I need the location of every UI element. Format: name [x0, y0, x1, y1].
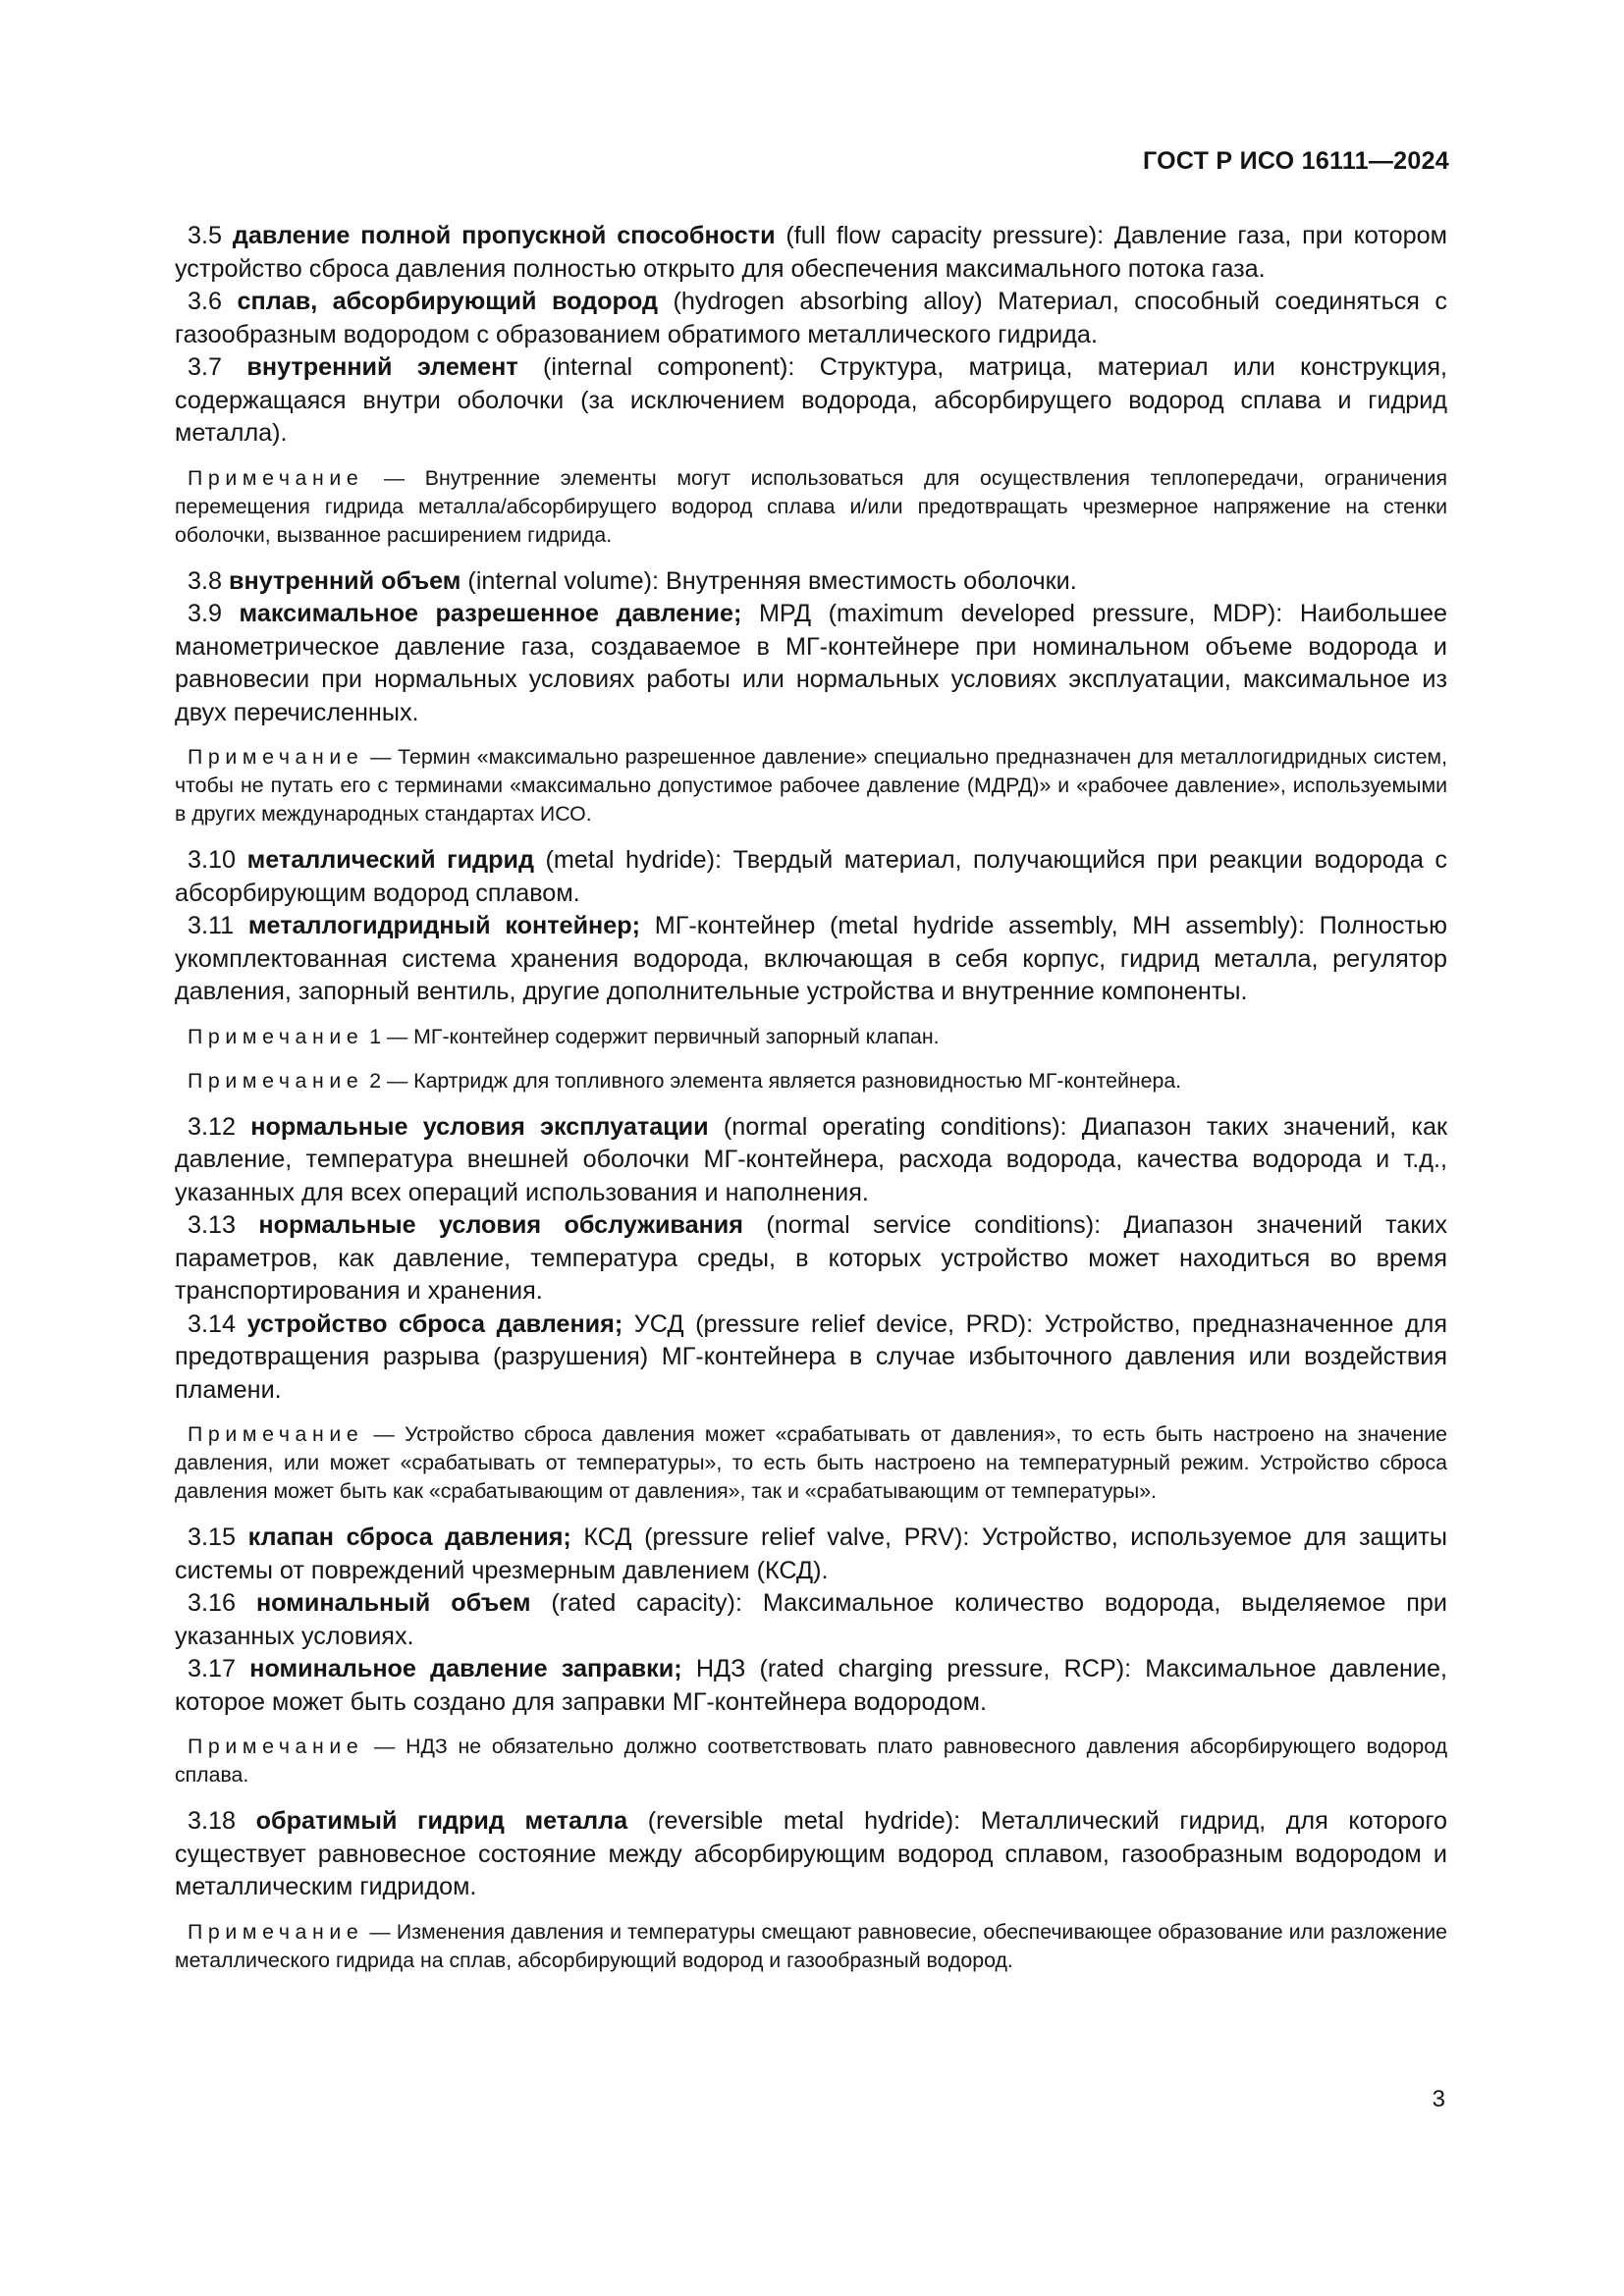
term-number: 3.13 — [188, 1211, 237, 1239]
term-text: (rated capacity): Максимальное количество водорода, выделяемое при указанных условиях. — [175, 1589, 1447, 1650]
term-text: (normal operating conditions): Диапазон таких значений, как давление, температура внешней оболочки МГ-контейнера, расхода водорода, качества водорода и т.д., указанных для всех операций использования и наполнения. — [175, 1112, 1447, 1206]
term-name: номинальный объем — [255, 1589, 531, 1617]
term-text: (reversible metal hydride): Металлический гидрид, для которого существует равновесное состояние между абсорбирующим водород сплавом, газообразным водородом и металлическим гидридом. — [175, 1807, 1448, 1900]
term-name: номинальное давление заправки; — [249, 1655, 682, 1682]
term-definition — [175, 844, 1447, 910]
term-definition — [175, 1111, 1447, 1210]
note-label: Примечание — [188, 1735, 364, 1758]
term-definition — [175, 1653, 1447, 1719]
term-name: максимальное разрешенное давление; — [239, 600, 742, 627]
note-label: Примечание — [188, 1068, 364, 1093]
term-text: НДЗ (rated charging pressure, RCP): Максимальное давление, которое может быть создано для заправки МГ-контейнера водородом. — [175, 1655, 1447, 1716]
term-definition — [175, 565, 1447, 599]
term-definition — [175, 1522, 1447, 1587]
term-text: (full flow capacity pressure): Давление газа, при котором устройство сброса давления полностью открыто для обеспечения максимального потока газа. — [175, 222, 1447, 283]
term-text: (internal component): Структура, матрица, материал или конструкция, содержащаяся внутри оболочки (за исключением водорода, абсорбирущего водород сплава и гидрид металла). — [175, 353, 1447, 447]
note-label: Примечание — [188, 1422, 364, 1446]
term-text: МРД (maximum developed pressure, MDP): Наибольшее манометрическое давление газа, создаваемое в МГ-контейнере при номинальном объеме водорода и равновесии при нормальных условиях работы или нормальных условиях эксплуатации, максимальное из двух перечисленных. — [175, 600, 1448, 726]
term-text: (internal volume): Внутренняя вместимость оболочки. — [460, 566, 1077, 595]
term-name: внутренний элемент — [246, 353, 518, 381]
note-text: 2 — Картридж для топливного элемента является разновидностью МГ-контейнера. — [363, 1068, 1182, 1093]
note-text: — Устройство сброса давления может «срабатывать от давления», то есть быть настроено на значение давления, или может «срабатывать от температуры», то есть быть настроено на температурный режим. Устройство сброса давления может быть как «срабатывающим от давления», так и «срабатывающим от температуры». — [175, 1422, 1447, 1503]
term-number: 3.18 — [188, 1807, 237, 1835]
term-name: сплав, абсорбирующий водород — [237, 288, 658, 315]
term-number: 3.7 — [188, 353, 223, 381]
note-label: Примечание — [188, 745, 364, 769]
term-name: внутренний объем — [229, 566, 461, 595]
term-text: КСД (pressure relief valve, PRV): Устройство, используемое для защиты системы от повреждений чрезмерным давлением (КСД). — [175, 1523, 1447, 1584]
term-name: устройство сброса давления; — [246, 1309, 623, 1338]
term-number: 3.5 — [188, 222, 223, 249]
term-text: УСД (pressure relief device, PRD): Устройство, предназначенное для предотвращения разрыва (разрушения) МГ-контейнера в случае избыточного давления или воздействия пламени. — [175, 1309, 1447, 1404]
term-text: (hydrogen absorbing alloy) Материал, способный соединяться с газообразным водородом с образованием обратимого металлического гидрида. — [175, 288, 1447, 348]
term-number: 3.8 — [188, 566, 223, 595]
note — [175, 1420, 1447, 1506]
note-label: Примечание — [188, 1024, 364, 1048]
term-number: 3.17 — [188, 1655, 237, 1682]
term-definition — [175, 598, 1447, 729]
note — [175, 1918, 1447, 1975]
term-definition — [175, 1587, 1447, 1653]
term-definition — [175, 351, 1447, 451]
term-number: 3.9 — [188, 600, 223, 627]
term-name: нормальные условия эксплуатации — [250, 1112, 709, 1141]
term-number: 3.11 — [188, 912, 235, 939]
term-name: металлогидридный контейнер; — [247, 912, 641, 939]
note — [175, 1733, 1447, 1789]
note — [175, 1023, 1447, 1051]
note-text: — НДЗ не обязательно должно соответствовать плато равновесного давления абсорбирующего водород сплава. — [175, 1735, 1447, 1787]
note — [175, 464, 1447, 550]
note-label: Примечание — [188, 1919, 364, 1944]
term-name: клапан сброса давления; — [247, 1523, 571, 1551]
term-definition — [175, 220, 1447, 286]
page-number: 3 — [1432, 2086, 1445, 2112]
note-label: Примечание — [188, 465, 364, 490]
term-number: 3.14 — [188, 1309, 237, 1338]
term-name: металлический гидрид — [246, 846, 534, 874]
term-definition — [175, 1308, 1447, 1408]
term-text: (metal hydride): Твердый материал, получающийся при реакции водорода с абсорбирующим водород сплавом. — [175, 846, 1448, 907]
term-definition — [175, 910, 1447, 1009]
document-header: ГОСТ Р ИСО 16111—2024 — [1142, 147, 1449, 175]
note — [175, 743, 1447, 828]
term-text: МГ-контейнер (metal hydride assembly, MH assembly): Полностью укомплектованная система хранения водорода, включающая в себя корпус, гидрид металла, регулятор давления, запорный вентиль, другие дополнительные устройства и внутренние компоненты. — [175, 912, 1448, 1005]
term-number: 3.15 — [188, 1523, 237, 1551]
note-text: — Внутренние элементы могут использоваться для осуществления теплопередачи, ограничения перемещения гидрида металла/абсорбирущего водород сплава и/или предотвращать чрезмерное напряжение на стенки оболочки, вызванное расширением гидрида. — [175, 465, 1447, 547]
term-number: 3.10 — [188, 846, 237, 874]
document-body — [175, 220, 1447, 1991]
term-definition — [175, 1209, 1447, 1308]
term-number: 3.12 — [188, 1112, 237, 1141]
term-name: нормальные условия обслуживания — [258, 1211, 743, 1239]
term-definition — [175, 1805, 1447, 1904]
term-definition — [175, 286, 1447, 351]
term-number: 3.6 — [188, 288, 223, 315]
note-text: — Термин «максимально разрешенное давление» специально предназначен для металлогидридных систем, чтобы не путать его с терминами «максимально допустимое рабочее давление (МДРД)» и «рабочее давление», используемыми в других международных стандартах ИСО. — [175, 745, 1447, 826]
term-name: обратимый гидрид металла — [255, 1807, 628, 1835]
note-text: — Изменения давления и температуры смещают равновесие, обеспечивающее образование или разложение металлического гидрида на сплав, абсорбирующий водород и газообразный водород. — [175, 1919, 1447, 1972]
note-text: 1 — МГ-контейнер содержит первичный запорный клапан. — [363, 1024, 940, 1048]
term-text: (normal service conditions): Диапазон значений таких параметров, как давление, температура среды, в которых устройство может находиться во время транспортирования и хранения. — [175, 1211, 1447, 1305]
term-name: давление полной пропускной способности — [232, 222, 776, 249]
note — [175, 1067, 1447, 1095]
term-number: 3.16 — [188, 1589, 237, 1617]
